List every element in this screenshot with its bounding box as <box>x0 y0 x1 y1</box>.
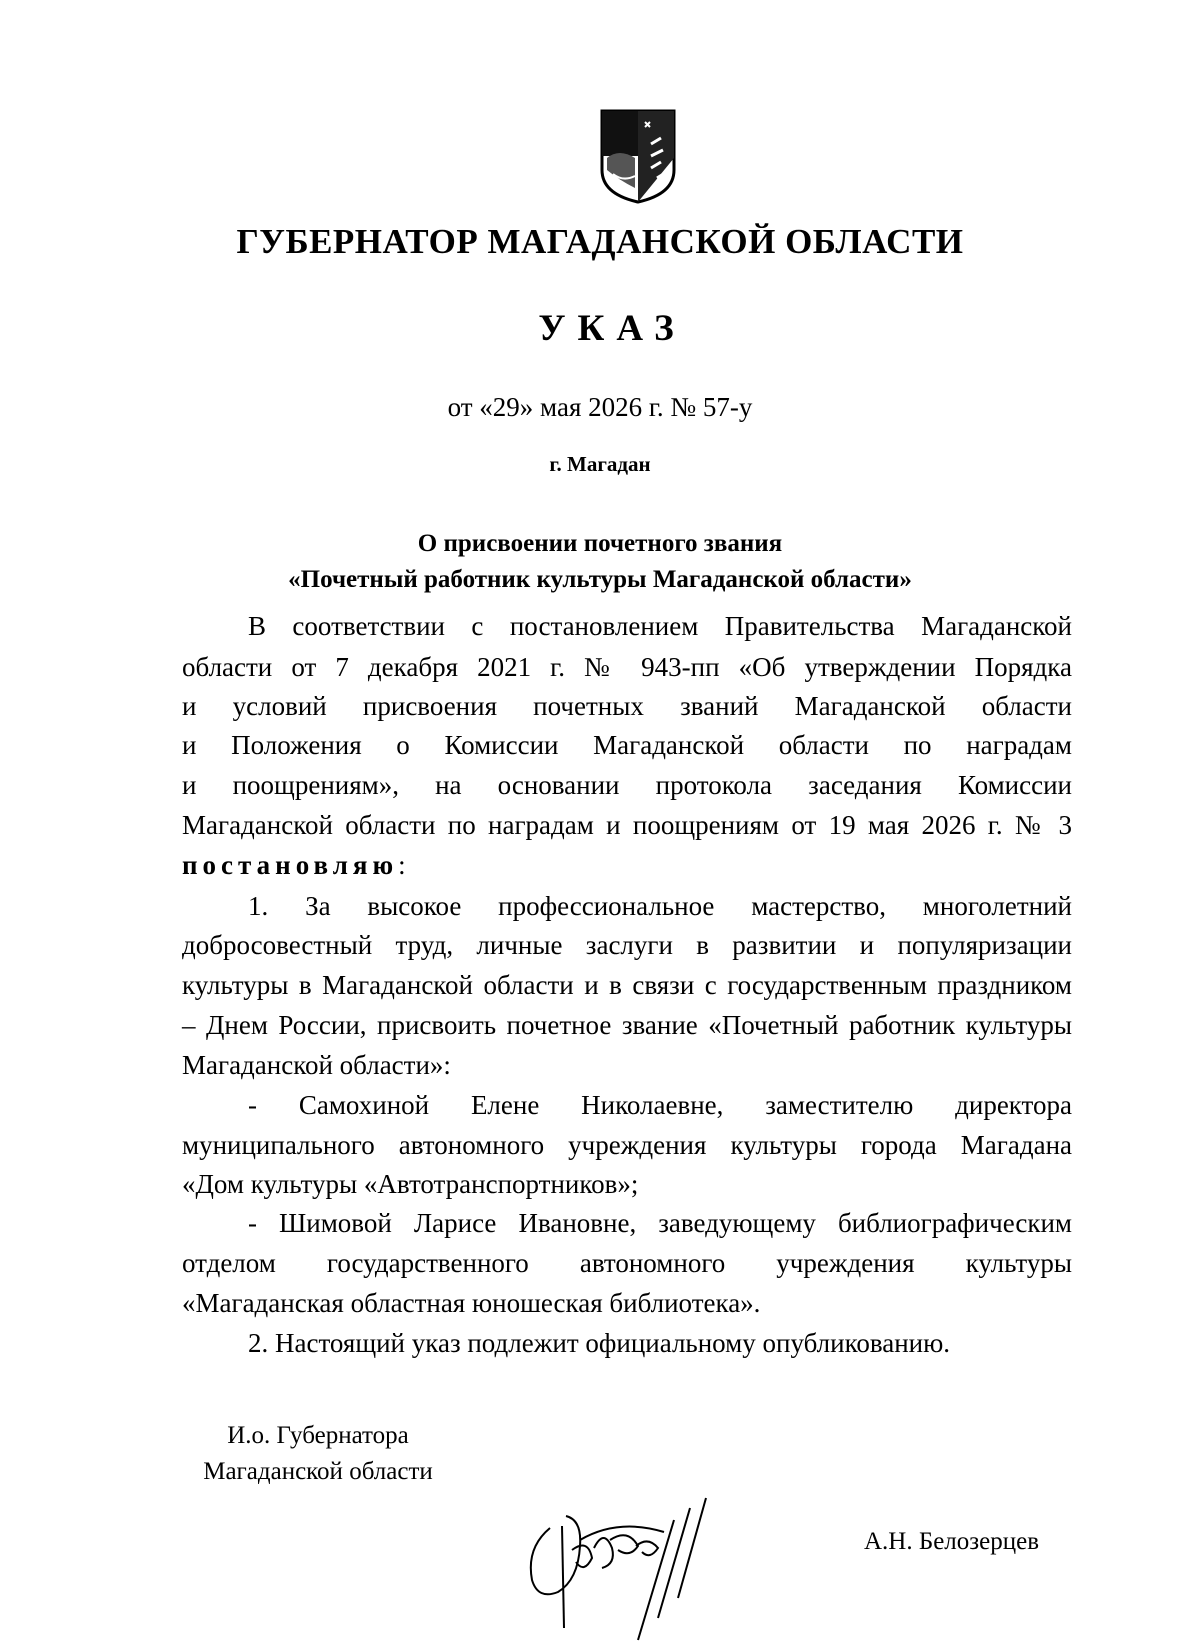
awardee-1-line: «Дом культуры «Автотранспортников»; <box>182 1169 639 1199</box>
issuing-authority: ГУБЕРНАТОР МАГАДАНСКОЙ ОБЛАСТИ <box>236 222 964 261</box>
awardee-1-line: - Самохиной Елене Николаевне, заместителю директора <box>248 1090 1072 1120</box>
preamble-line: и поощрениям», на основании протокола заседания Комиссии <box>182 770 1072 800</box>
decree-title-line-2: «Почетный работник культуры Магаданской области» <box>288 566 912 593</box>
item-1-line: 1. За высокое профессиональное мастерство, многолетний <box>248 891 1072 921</box>
preamble-line: В соответствии с постановлением Правительства Магаданской <box>248 611 1072 641</box>
preamble-line: области от 7 декабря 2021 г. № 943-пп «Об утверждении Порядка <box>182 652 1072 682</box>
coat-of-arms-icon <box>599 108 677 204</box>
signatory-position-line-2: Магаданской области <box>203 1458 433 1485</box>
preamble-line: и условий присвоения почетных званий Магаданской области <box>182 691 1072 721</box>
signatory-position-line-1: И.о. Губернатора <box>227 1422 409 1449</box>
decree-title-line-1: О присвоении почетного звания <box>417 530 783 557</box>
preamble-line: и Положения о Комиссии Магаданской области по наградам <box>182 730 1072 760</box>
awardee-2-line: - Шимовой Ларисе Ивановне, заведующему библиографическим <box>248 1208 1072 1238</box>
decree-date-number: от «29» мая 2026 г. № 57-у <box>447 392 753 422</box>
item-2-line: 2. Настоящий указ подлежит официальному опубликованию. <box>248 1328 951 1358</box>
handwritten-signature <box>518 1488 748 1648</box>
item-1-line: Магаданской области»: <box>182 1050 451 1080</box>
decree-operative-word: постановляю: <box>182 850 406 880</box>
awardee-2-line: «Магаданская областная юношеская библиотека». <box>182 1288 761 1318</box>
awardee-1-line: муниципального автономного учреждения культуры города Магадана <box>182 1130 1072 1160</box>
signatory-name: А.Н. Белозерцев <box>864 1528 1040 1555</box>
item-1-line: добросовестный труд, личные заслуги в развитии и популяризации <box>182 930 1072 960</box>
preamble-line: Магаданской области по наградам и поощрениям от 19 мая 2026 г. № 3 <box>182 810 1072 840</box>
item-1-line: культуры в Магаданской области и в связи с государственным праздником <box>182 970 1072 1000</box>
decree-city: г. Магадан <box>549 452 651 476</box>
item-1-line: – Днем России, присвоить почетное звание «Почетный работник культуры <box>182 1010 1072 1040</box>
awardee-2-line: отделом государственного автономного учреждения культуры <box>182 1248 1072 1278</box>
document-type: УКАЗ <box>538 308 686 349</box>
